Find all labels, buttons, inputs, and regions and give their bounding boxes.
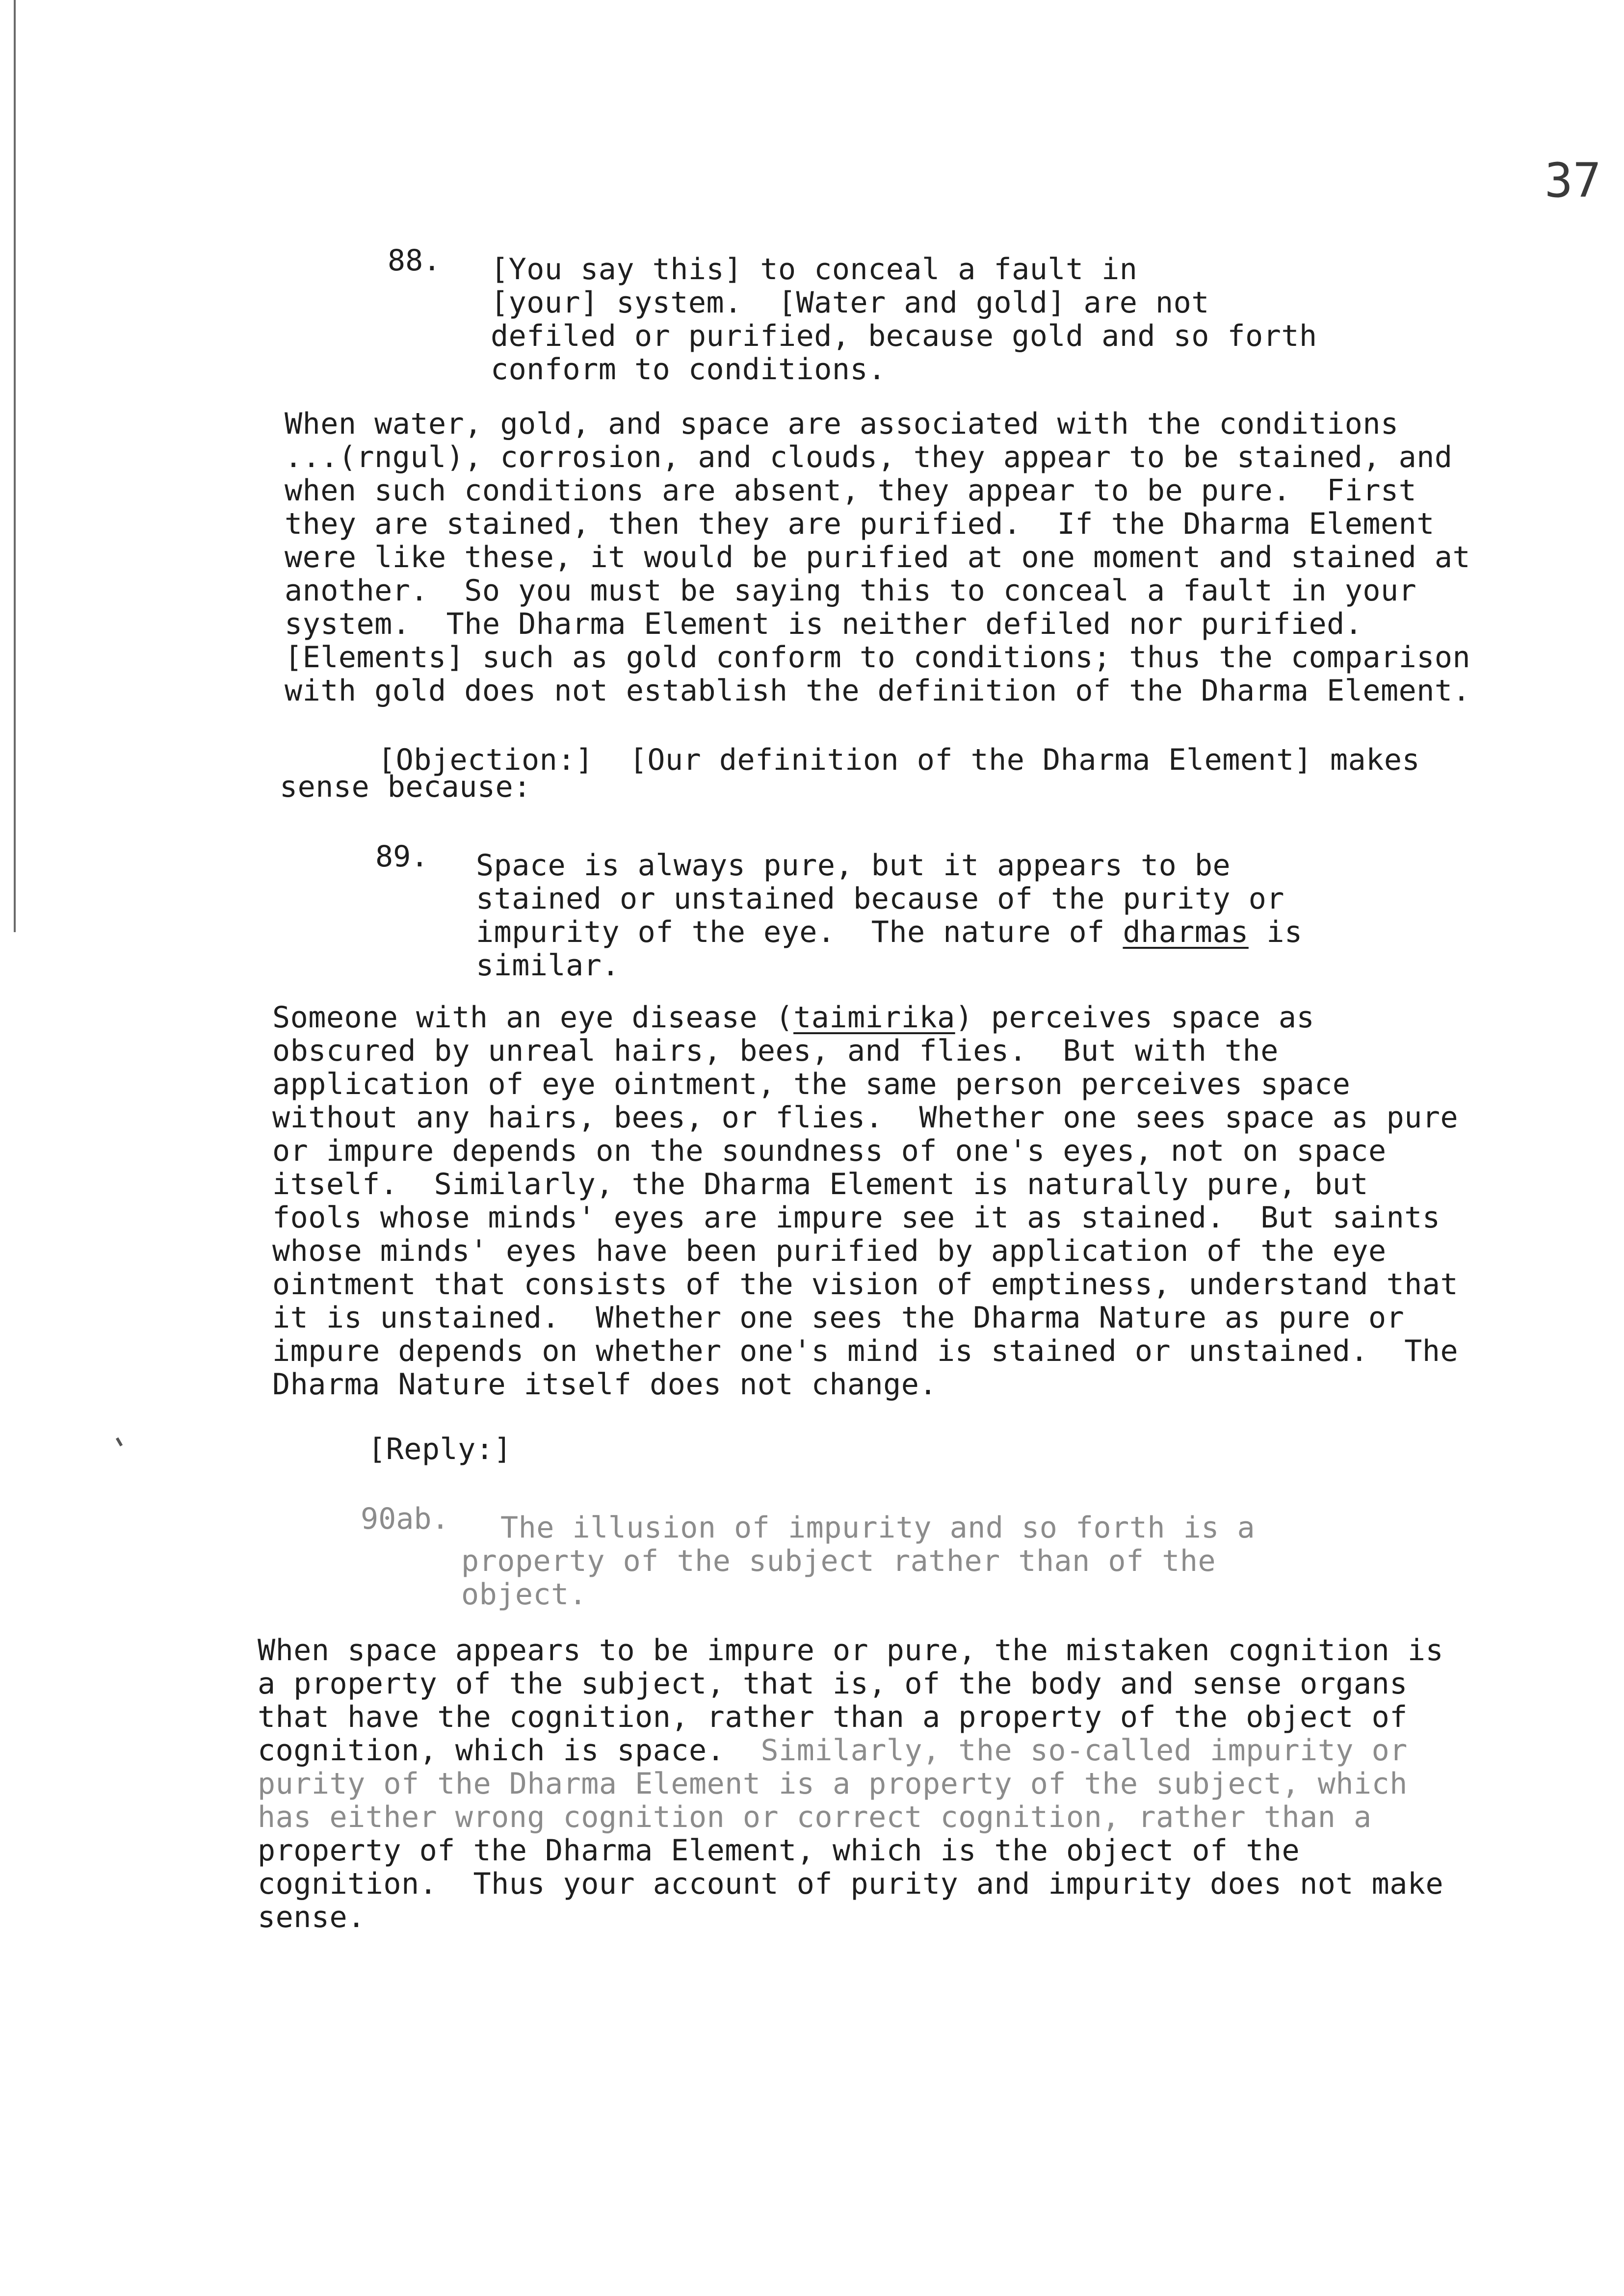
paragraph-2-line: whose minds' eyes have been purified by application of the eye: [272, 1234, 1387, 1268]
paragraph-1-line: were like these, it would be purified at one moment and stained at: [285, 540, 1471, 574]
paragraph-1-line: When water, gold, and space are associated with the conditions: [285, 407, 1399, 441]
paragraph-3-line-text: cognition, which is space.: [258, 1733, 725, 1768]
paragraph-3-line: cognition. Thus your account of purity and impurity does not make: [258, 1867, 1444, 1901]
verse-89-line: stained or unstained because of the purity or: [476, 882, 1285, 916]
verse-88-line: [your] system. [Water and gold] are not: [491, 286, 1209, 320]
objection-line-1: [Objection:] [Our definition of the Dharma Element] makes: [378, 743, 1420, 777]
paragraph-2-line: it is unstained. Whether one sees the Dharma Nature as pure or: [272, 1301, 1405, 1335]
verse-89-line-text: impurity of the eye. The nature of: [476, 915, 1123, 949]
paragraph-1-line: [Elements] such as gold conform to conditions; thus the comparison: [285, 640, 1471, 675]
paragraph-3-line-faint: purity of the Dharma Element is a property of the subject, which: [258, 1767, 1408, 1801]
objection-line-2: sense because:: [280, 770, 531, 804]
paragraph-2-line: fools whose minds' eyes are impure see it as stained. But saints: [272, 1200, 1441, 1235]
paragraph-2-line: obscured by unreal hairs, bees, and flies. But with the: [272, 1034, 1279, 1068]
verse-89-label: 89.: [375, 839, 429, 874]
paragraph-3-line-faint: has either wrong cognition or correct cognition, rather than a: [258, 1800, 1372, 1834]
paragraph-2: [272, 1001, 1458, 1401]
paragraph-2-line: ointment that consists of the vision of emptiness, understand that: [272, 1267, 1459, 1302]
paragraph-3: [258, 1634, 1443, 1934]
left-margin-rule: [14, 0, 16, 932]
paragraph-1-line: with gold does not establish the definition of the Dharma Element.: [285, 674, 1471, 708]
verse-90ab-line-1: The illusion of impurity and so forth is a: [500, 1511, 1256, 1545]
reply-label: [Reply:]: [368, 1432, 512, 1466]
paragraph-2-line-text: Someone with an eye disease (: [272, 1000, 794, 1035]
paragraph-3-line: a property of the subject, that is, of the body and sense organs: [258, 1667, 1408, 1701]
verse-88-label: 88.: [388, 243, 441, 278]
verse-90ab-line: property of the subject rather than of the: [461, 1544, 1216, 1578]
paragraph-2-line: or impure depends on the soundness of one's eyes, not on space: [272, 1134, 1387, 1168]
paragraph-1: [285, 407, 1470, 707]
paragraph-2-line-text: ) perceives space as: [955, 1000, 1315, 1035]
paragraph-1-line: when such conditions are absent, they appear to be pure. First: [285, 473, 1417, 508]
verse-88-line: conform to conditions.: [491, 352, 886, 387]
paragraph-3-line: When space appears to be impure or pure, the mistaken cognition is: [258, 1633, 1444, 1668]
paragraph-3-line: property of the Dharma Element, which is the object of the: [258, 1833, 1300, 1868]
paragraph-1-line: another. So you must be saying this to conceal a fault in your: [285, 574, 1417, 608]
term-dharmas: dharmas: [1123, 915, 1249, 949]
term-taimirika: taimirika: [793, 1000, 955, 1035]
paragraph-2-line: application of eye ointment, the same person perceives space: [272, 1067, 1351, 1101]
verse-88-line: defiled or purified, because gold and so forth: [491, 319, 1317, 353]
paragraph-2-line: Dharma Nature itself does not change.: [272, 1367, 938, 1402]
verse-89-line-text: is: [1248, 915, 1303, 949]
paragraph-3-line: [258, 1733, 1408, 1768]
paragraph-3-line-text-faint: Similarly, the so-called impurity or: [725, 1733, 1408, 1768]
paragraph-2-line: impure depends on whether one's mind is stained or unstained. The: [272, 1334, 1459, 1368]
paragraph-3-line: sense.: [258, 1900, 366, 1934]
verse-90ab-line: object.: [461, 1577, 587, 1612]
paragraph-2-line: [272, 1000, 1314, 1035]
verse-89-text: [476, 849, 1303, 982]
stray-mark: [116, 1437, 123, 1447]
paragraph-1-line: they are stained, then they are purified. If the Dharma Element: [285, 507, 1435, 541]
paragraph-1-line: system. The Dharma Element is neither defiled nor purified.: [285, 607, 1363, 641]
paragraph-1-line: ...(rngul), corrosion, and clouds, they appear to be stained, and: [285, 440, 1453, 474]
verse-90ab-label: 90ab.: [361, 1502, 449, 1536]
paragraph-2-line: itself. Similarly, the Dharma Element is naturally pure, but: [272, 1167, 1369, 1201]
page-number: 37: [1545, 153, 1601, 208]
verse-89-line: similar.: [476, 948, 620, 983]
paragraph-2-line: without any hairs, bees, or flies. Whether one sees space as pure: [272, 1100, 1459, 1135]
verse-89-line: Space is always pure, but it appears to be: [476, 848, 1231, 883]
verse-89-line: [476, 915, 1303, 949]
verse-88-line: [You say this] to conceal a fault in: [491, 252, 1138, 287]
verse-88-text: [491, 253, 1317, 386]
verse-90ab-text: [461, 1544, 1216, 1611]
paragraph-3-line: that have the cognition, rather than a property of the object of: [258, 1700, 1408, 1734]
